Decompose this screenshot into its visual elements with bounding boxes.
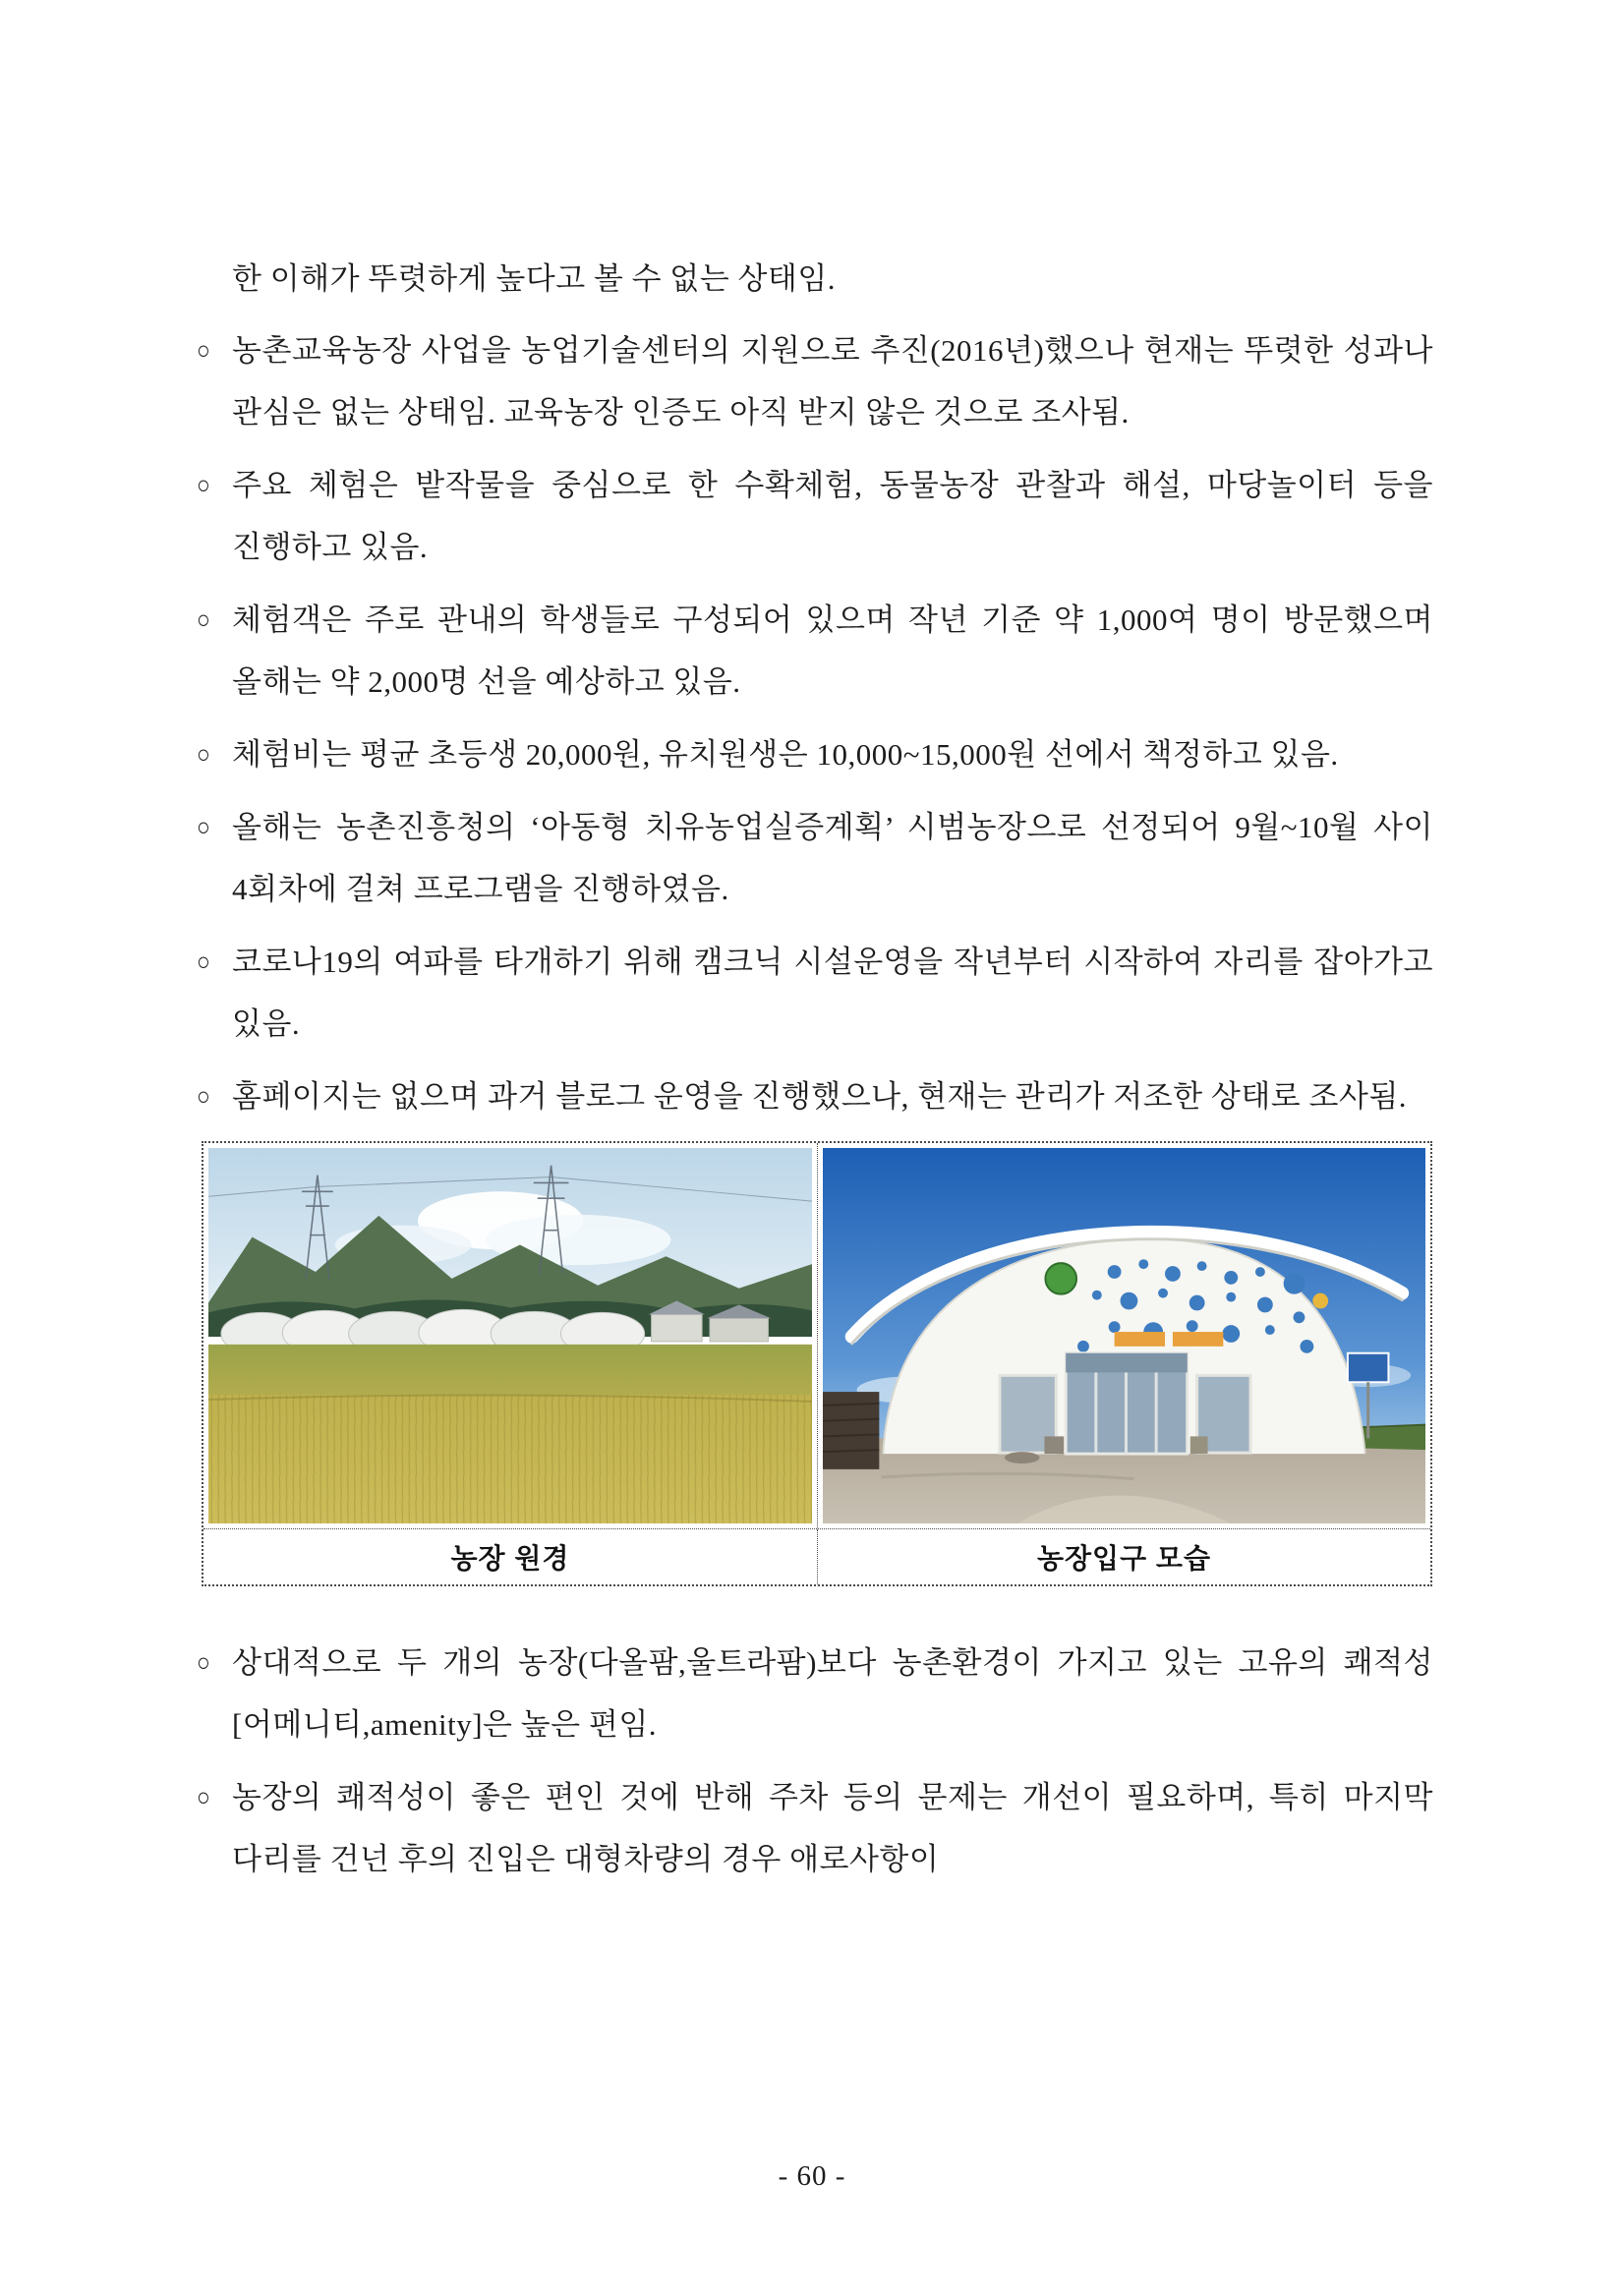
photo-cell-left [203,1143,817,1528]
photo-caption-row [203,1528,1430,1584]
farm-landscape-photo [208,1148,812,1523]
bullet-item [197,931,1433,1055]
bullet-marker: ○ [197,947,210,976]
bullet-text: 홈페이지는 없으며 과거 블로그 운영을 진행했으나, 현재는 관리가 저조한 상태로 조사됨. [232,1079,1408,1114]
bullet-marker: ○ [197,605,210,634]
bullet-item [197,796,1433,920]
bullet-item [197,454,1433,578]
body-text [197,248,1433,1901]
bullet-item [197,589,1433,713]
bullet-text: 농장의 쾌적성이 좋은 편인 것에 반해 주차 등의 문제는 개선이 필요하며, 특히 마지막 다리를 건넌 후의 진입은 대형차량의 경우 애로사항이 [232,1780,1433,1876]
photo-table [202,1141,1432,1586]
farm-entrance-photo [823,1148,1425,1523]
bullet-marker: ○ [197,813,210,841]
bullet-marker: ○ [197,471,210,499]
bullet-text: 코로나19의 여파를 타개하기 위해 캠크닉 시설운영을 작년부터 시작하여 자리를 잡아가고 있음. [232,945,1433,1041]
bullet-text: 농촌교육농장 사업을 농업기술센터의 지원으로 추진(2016년)했으나 현재는 뚜렷한 성과나 관심은 없는 상태임. 교육농장 인증도 아직 받지 않은 것으로 조사됨. [232,333,1433,430]
bullet-text: 주요 체험은 밭작물을 중심으로 한 수확체험, 동물농장 관찰과 해설, 마당놀이터 등을 진행하고 있음. [232,468,1433,564]
bullet-item [197,319,1433,443]
photo-row [203,1143,1430,1528]
bullet-text: 상대적으로 두 개의 농장(다올팜,울트라팜)보다 농촌환경이 가지고 있는 고유의 쾌적성[어메니티,amenity]은 높은 편임. [232,1645,1433,1742]
bottom-bullets [197,1632,1433,1890]
photo-caption-left: 농장 원경 [450,1543,570,1574]
bullet-item [197,1065,1433,1127]
photo-cell-right [817,1143,1430,1528]
page-number: - 60 - [778,2160,846,2192]
bullet-marker: ○ [197,1648,210,1677]
bullet-marker: ○ [197,336,210,365]
bullet-item [197,1632,1433,1755]
bullet-item [197,723,1433,785]
bullet-marker: ○ [197,1082,210,1111]
bullet-text: 올해는 농촌진흥청의 ‘아동형 치유농업실증계획’ 시범농장으로 선정되어 9월~10월 사이 4회차에 걸쳐 프로그램을 진행하였음. [232,810,1433,906]
bullet-marker: ○ [197,740,210,769]
bullet-text: 체험비는 평균 초등생 20,000원, 유치원생은 10,000~15,000원 선에서 책정하고 있음. [232,737,1339,772]
paragraph-continuation: 한 이해가 뚜렷하게 높다고 볼 수 없는 상태임. [232,261,837,296]
bullet-marker: ○ [197,1783,210,1811]
bullet-item [197,1766,1433,1890]
bullet-text: 체험객은 주로 관내의 학생들로 구성되어 있으며 작년 기준 약 1,000여 명이 방문했으며 올해는 약 2,000명 선을 예상하고 있음. [232,603,1433,699]
photo-caption-right: 농장입구 모습 [817,1529,1430,1584]
